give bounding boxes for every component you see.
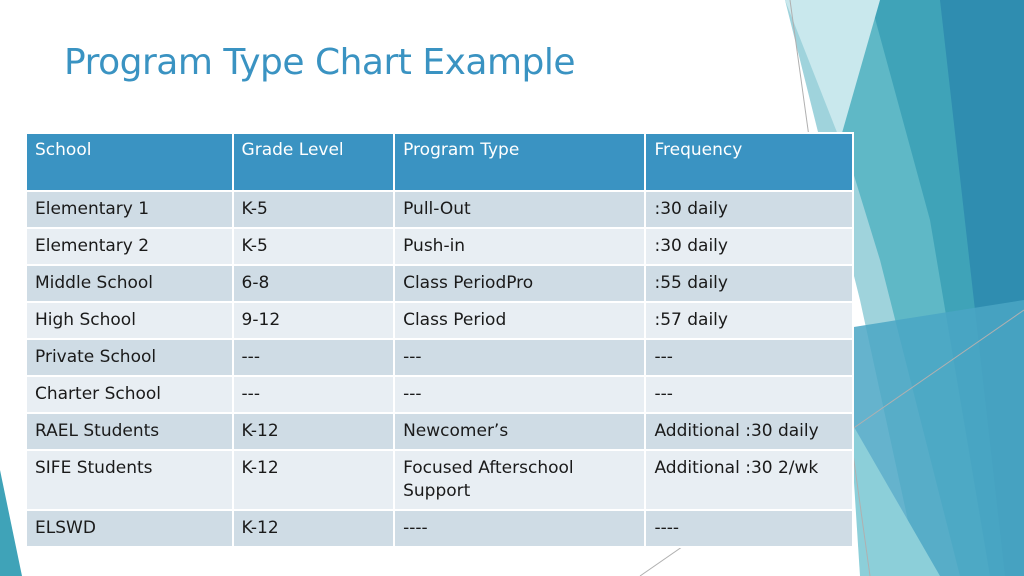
cell-frequency: ---	[645, 339, 853, 376]
deco-left-edge	[0, 470, 22, 576]
table-row	[26, 510, 853, 547]
table-row	[26, 339, 853, 376]
table-row	[26, 376, 853, 413]
table-row	[26, 450, 853, 510]
cell-program-type: ----	[394, 510, 645, 547]
program-type-table	[25, 132, 854, 548]
cell-school: Elementary 2	[26, 228, 233, 265]
cell-program-type: Newcomer’s	[394, 413, 645, 450]
table-header-row	[26, 133, 853, 191]
cell-school: Middle School	[26, 265, 233, 302]
table-row	[26, 191, 853, 228]
cell-school: Elementary 1	[26, 191, 233, 228]
cell-school: High School	[26, 302, 233, 339]
cell-school: SIFE Students	[26, 450, 233, 510]
cell-school: ELSWD	[26, 510, 233, 547]
cell-grade-level: K-12	[233, 450, 395, 510]
cell-school: Charter School	[26, 376, 233, 413]
cell-school: Private School	[26, 339, 233, 376]
cell-grade-level: K-12	[233, 510, 395, 547]
cell-frequency: Additional :30 daily	[645, 413, 853, 450]
cell-grade-level: 9-12	[233, 302, 395, 339]
cell-frequency: :55 daily	[645, 265, 853, 302]
table-row	[26, 302, 853, 339]
cell-grade-level: ---	[233, 339, 395, 376]
cell-program-type: ---	[394, 339, 645, 376]
cell-frequency: :30 daily	[645, 228, 853, 265]
cell-program-type: ---	[394, 376, 645, 413]
cell-grade-level: K-12	[233, 413, 395, 450]
cell-school: RAEL Students	[26, 413, 233, 450]
header-grade-level: Grade Level	[233, 133, 395, 191]
header-frequency: Frequency	[645, 133, 853, 191]
cell-frequency: :30 daily	[645, 191, 853, 228]
table-row	[26, 413, 853, 450]
cell-program-type: Class Period	[394, 302, 645, 339]
slide-title: Program Type Chart Example	[64, 42, 576, 83]
cell-frequency: ---	[645, 376, 853, 413]
cell-grade-level: ---	[233, 376, 395, 413]
cell-grade-level: K-5	[233, 228, 395, 265]
header-school: School	[26, 133, 233, 191]
cell-grade-level: 6-8	[233, 265, 395, 302]
cell-program-type: Push-in	[394, 228, 645, 265]
cell-frequency: :57 daily	[645, 302, 853, 339]
cell-program-type: Pull-Out	[394, 191, 645, 228]
cell-program-type: Focused Afterschool Support	[394, 450, 645, 510]
cell-grade-level: K-5	[233, 191, 395, 228]
header-program-type: Program Type	[394, 133, 645, 191]
cell-program-type: Class PeriodPro	[394, 265, 645, 302]
table-row	[26, 228, 853, 265]
cell-frequency: Additional :30 2/wk	[645, 450, 853, 510]
table-row	[26, 265, 853, 302]
cell-frequency: ----	[645, 510, 853, 547]
